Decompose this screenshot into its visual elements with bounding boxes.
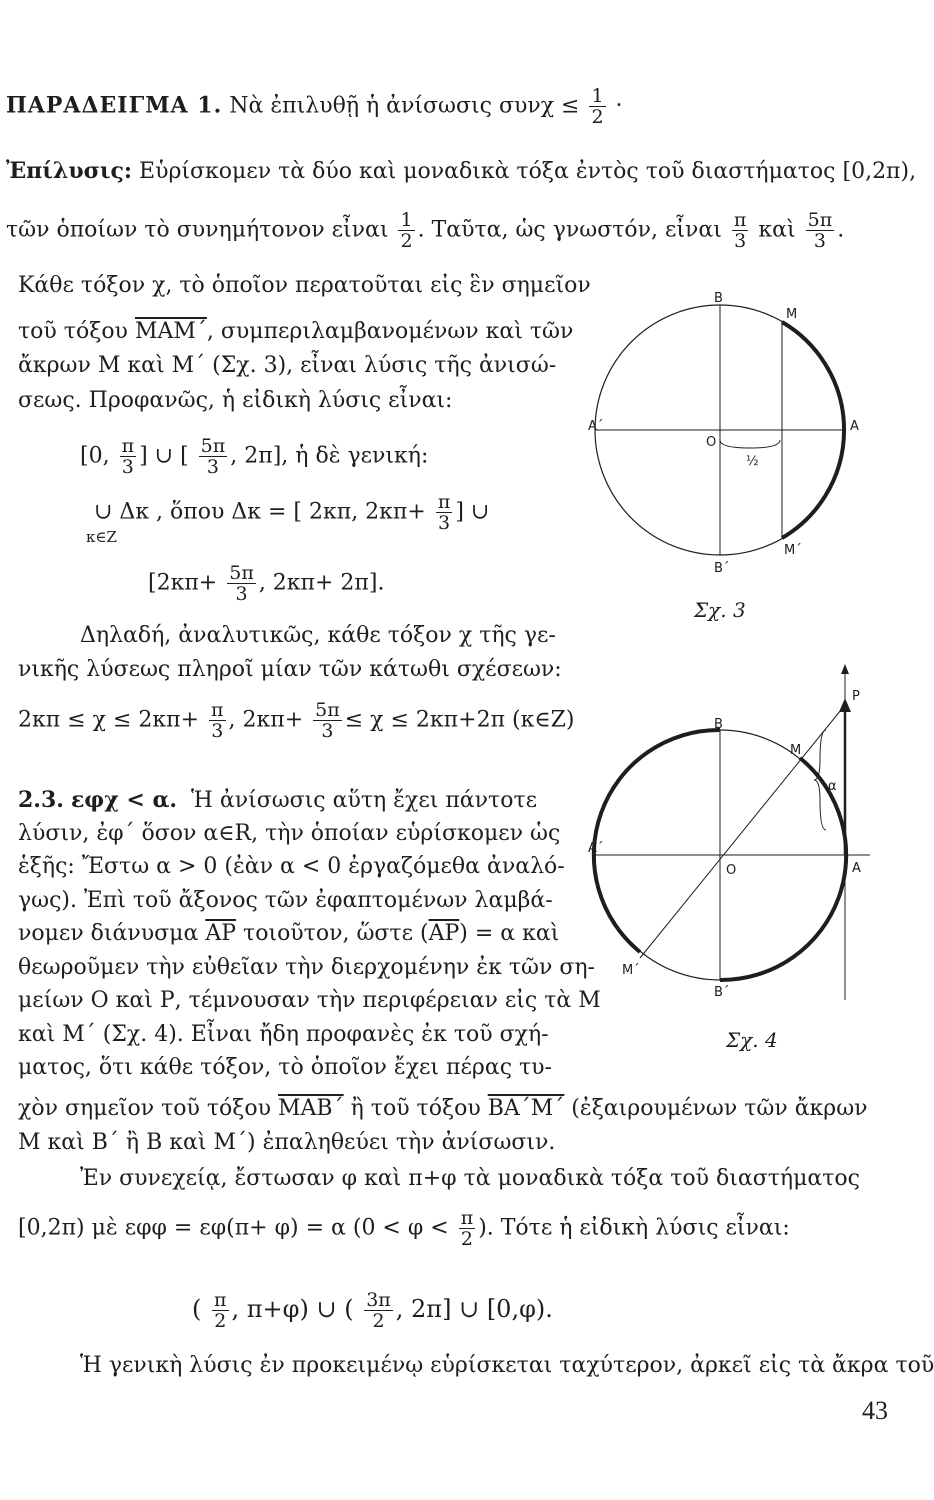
math-line: [2κπ+ $\frac{5\pi}{3}$ , 2κπ+ 2π]. (148, 562, 385, 605)
label-M-prime: M΄ (784, 543, 802, 558)
solution-line-2: τῶν ὁποίων τὸ συνημήτονον εἶναι $\frac{1}{2}$ . Ταῦτα, ὡς γνωστόν, εἶναι $\frac{\pi}{3}$ καὶ $\frac{5\pi}{3}$ . (6, 209, 845, 252)
label-A: A (852, 861, 861, 876)
body-line: σεως. Προφανῶς, ἡ εἰδικὴ λύσις εἶναι: (18, 388, 453, 413)
solution-line-1: Ἐπίλυσις: Εὑρίσκομεν τὰ δύο καὶ μοναδικὰ τόξα ἐντὸς τοῦ διαστήματος [0,2π), (6, 158, 917, 184)
body-line: νομεν διάνυσμα $\overline{AP}$ τοιοῦτον, ὥστε $(\overline{AP}) = \alpha$ καὶ (18, 921, 560, 946)
solution-label: Ἐπίλυσις: (6, 158, 133, 184)
section-number: 2.3. (18, 787, 64, 813)
label-B: B (714, 717, 723, 732)
label-O: O (726, 863, 737, 878)
fraction: $\frac{5\pi}{3}$ (807, 209, 833, 252)
label-P: P (852, 689, 860, 704)
figure-4-caption: Σχ. 4 (726, 1028, 778, 1052)
math-line: 2κπ ≤ χ ≤ 2κπ+ $\frac{\pi}{3}$ , 2κπ+ $\frac{5\pi}{3}$ ≤ χ ≤ 2κπ+2π (κ∈Z) (18, 699, 575, 742)
brace (720, 440, 780, 448)
label-M: M (786, 307, 798, 322)
line-op (640, 705, 845, 958)
math-line: [0,2π) μὲ εφφ = εφ(π+ φ) = α (0 < φ < $\frac{\pi}{2}$ ). Τότε ἡ εἰδικὴ λύσις εἶναι: (18, 1207, 790, 1250)
body-line: ματος, ὅτι κάθε τόξον, τὸ ὁποῖον ἔχει πέρας τυ- (18, 1055, 552, 1080)
label-B: B (714, 291, 723, 306)
fraction: $\frac{5\pi}{3}$ (229, 562, 254, 605)
fraction: $\frac{\pi}{3}$ (121, 435, 135, 478)
fraction: $\frac{5\pi}{3}$ (315, 699, 340, 742)
math-line: ∪ Δκ , ὅπου Δκ = [ 2κπ, 2κπ+ $\frac{\pi}{3}$ ] ∪ (94, 491, 490, 534)
label-A-prime: A΄ (588, 841, 604, 856)
label-O: O (706, 435, 717, 450)
example-heading: ΠΑΡΑΔΕΙΓΜΑ 1. (6, 92, 223, 119)
label-B-prime: B΄ (714, 561, 730, 576)
label-A-prime: A΄ (588, 419, 604, 434)
body-line: μείων Ο καὶ Ρ, τέμνουσαν τὴν περιφέρειαν εἰς τὰ Μ (18, 988, 601, 1013)
body-line: Δηλαδή, ἀναλυτικῶς, κάθε τόξον χ τῆς γε- (80, 623, 556, 648)
body-line: λύσιν, ἐφ΄ ὅσον α∈R, τὴν ὁποίαν εὑρίσκομεν ὡς (18, 821, 561, 846)
body-line: ἄκρων Μ καὶ Μ΄ (Σχ. 3), εἶναι λύσις τῆς ἀνισώ- (18, 353, 557, 378)
body-line: θεωροῦμεν τὴν εὐθεῖαν τὴν διερχομένην ἐκ τῶν ση- (18, 955, 595, 980)
fraction: $\frac{1}{2}$ (591, 85, 604, 128)
fraction: $\frac{\pi}{3}$ (437, 491, 451, 534)
label-alpha: α (828, 779, 837, 794)
body-line: χὸν σημεῖον τοῦ τόξου ΜΑΒ΄ ἢ τοῦ τόξου ΒΑ΄Μ΄ (ἐξαιρουμένων τῶν ἄκρων (18, 1096, 868, 1121)
label-M-prime: M΄ (622, 963, 640, 978)
fraction: $\frac{\pi}{2}$ (460, 1207, 474, 1250)
section-heading-line: 2.3. εφχ < α. Ἡ ἀνίσωσις αὕτη ἔχει πάντοτε (18, 787, 538, 813)
body-line: Ἡ γενικὴ λύσις ἐν προκειμένῳ εὑρίσκεται ταχύτερον, ἀρκεῖ εἰς τὰ ἄκρα τοῦ (80, 1353, 934, 1378)
arc-label: ΒΑ΄Μ΄ (487, 1096, 565, 1121)
fraction: $\frac{5\pi}{3}$ (200, 435, 226, 478)
arc-label: ΜΑΒ΄ (278, 1096, 344, 1121)
figure-3-caption: Σχ. 3 (694, 598, 746, 622)
body-line: Ἐν συνεχείᾳ, ἔστωσαν φ καὶ π+φ τὰ μοναδικὰ τόξα τοῦ διαστήματος (80, 1166, 861, 1191)
body-line: Κάθε τόξον χ, τὸ ὁποῖον περατοῦται εἰς ἓν σημεῖον (18, 273, 591, 298)
label-half: ½ (746, 454, 759, 469)
arc-label: ΜΑΜ΄ (134, 319, 207, 344)
body-line: νικῆς λύσεως πληροῖ μίαν τῶν κάτωθι σχέσεων: (18, 657, 562, 682)
figure-4-diagram (590, 660, 880, 1005)
label-A: A (850, 419, 859, 434)
body-line: γως). Ἐπὶ τοῦ ἄξονος τῶν ἐφαπτομένων λαμβά- (18, 888, 553, 913)
fraction: $\frac{\pi}{2}$ (214, 1289, 227, 1332)
fraction: $\frac{3\pi}{2}$ (366, 1289, 391, 1332)
fraction: $\frac{\pi}{3}$ (733, 209, 747, 252)
math-line: ( $\frac{\pi}{2}$ , π+φ) ∪ ( $\frac{3\pi}{2}$ , 2π] ∪ [0,φ). (192, 1289, 553, 1332)
body-line: ἑξῆς: Ἔστω α > 0 (ἐὰν α < 0 ἐργαζόμεθα ἀναλό- (18, 854, 565, 879)
section-title: εφχ < α. (70, 787, 178, 813)
vector-label: $\overline{AP}$ (428, 921, 460, 946)
figure-3-diagram (590, 290, 870, 580)
fraction: $\frac{1}{2}$ (400, 209, 413, 252)
tangent-axis-arrow (841, 664, 849, 674)
label-B-prime: B΄ (714, 985, 730, 1000)
fraction: $\frac{\pi}{3}$ (211, 699, 224, 742)
example-line: ΠΑΡΑΔΕΙΓΜΑ 1. Νὰ ἐπιλυθῇ ἡ ἀνίσωσις συνχ ≤ $\frac{1}{2}$ · (6, 85, 623, 128)
body-line: καὶ Μ΄ (Σχ. 4). Εἶναι ἤδη προφανὲς ἐκ τοῦ σχή- (18, 1022, 549, 1047)
solution-arc-2 (594, 730, 720, 952)
math-subscript: κ∈Z (86, 528, 117, 546)
body-line: τοῦ τόξου ΜΑΜ΄, συμπεριλαμβανομένων καὶ τῶν (18, 319, 574, 344)
vector-label: $\overline{AP}$ (205, 921, 237, 946)
math-line: [0, $\frac{\pi}{3}$ ] ∪ [ $\frac{5\pi}{3}$ , 2π], ἡ δὲ γενική: (80, 435, 429, 478)
label-M: M (790, 743, 802, 758)
example-text: Νὰ ἐπιλυθῇ ἡ ἀνίσωσις συνχ ≤ (229, 93, 580, 119)
body-line: Μ καὶ Β΄ ἢ Β καὶ Μ΄) ἐπαληθεύει τὴν ἀνίσωσιν. (18, 1130, 556, 1155)
page-number: 43 (862, 1396, 888, 1425)
